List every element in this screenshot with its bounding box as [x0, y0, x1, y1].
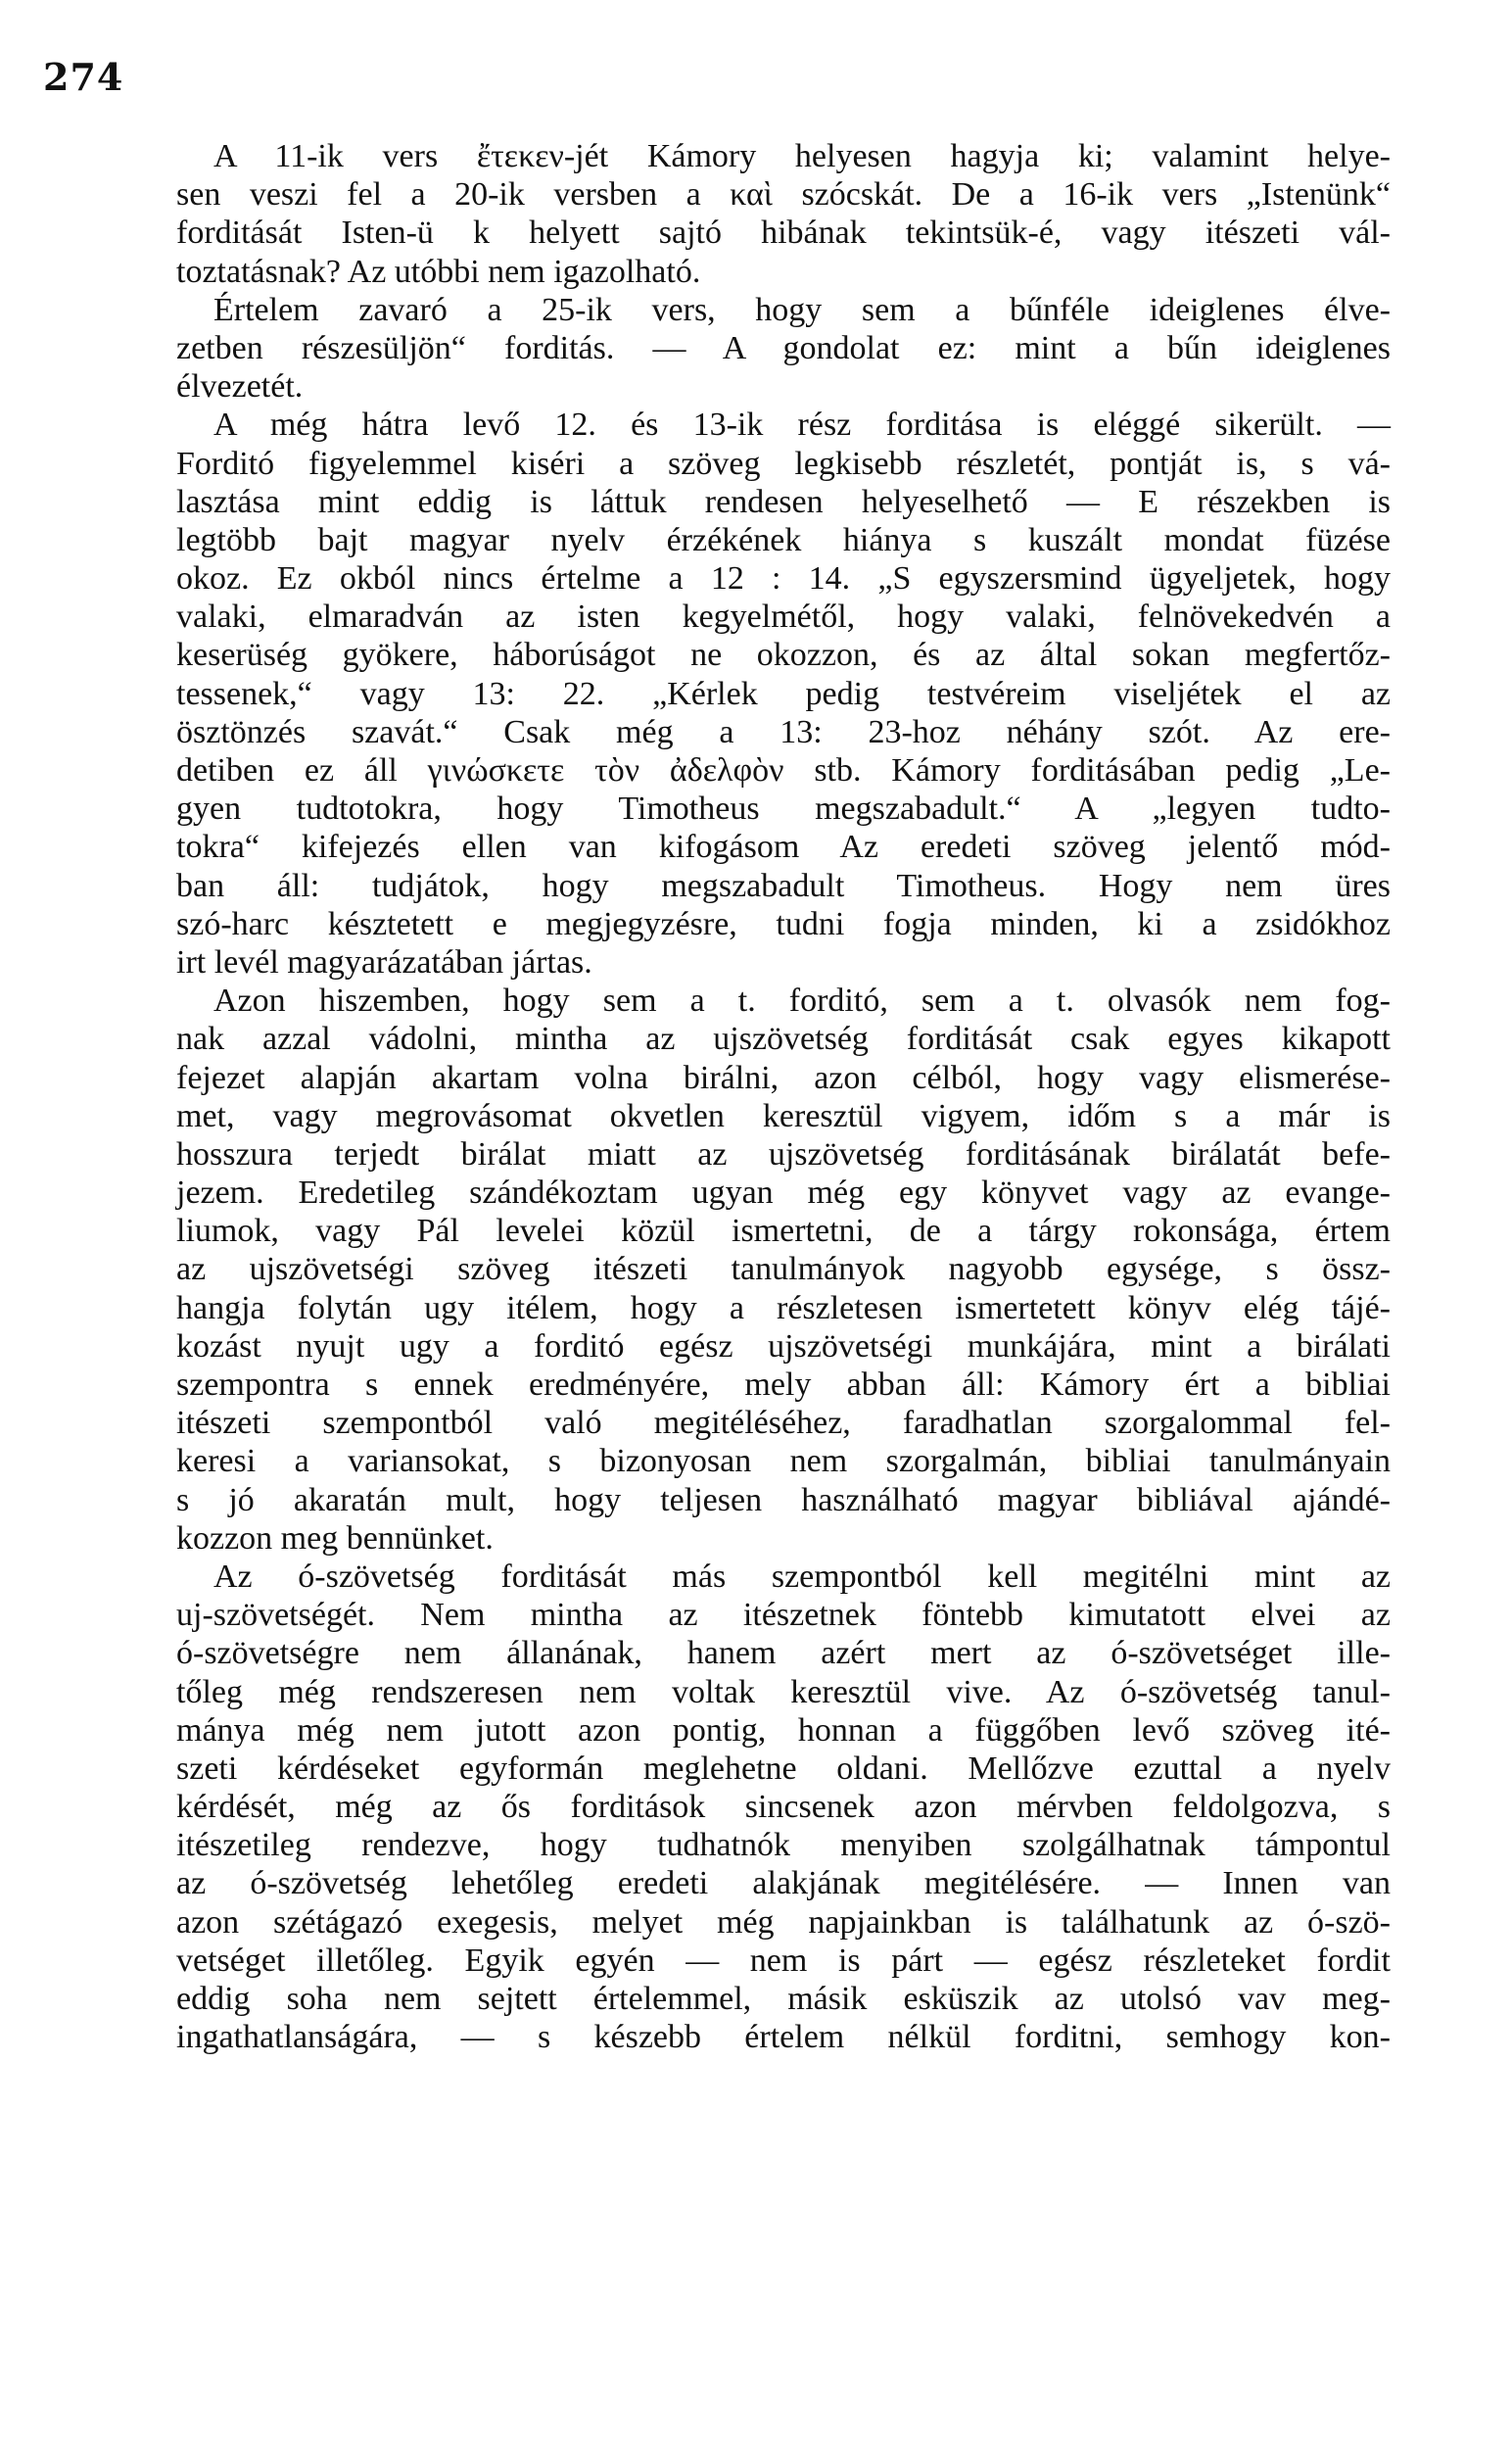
text-line: met, vagy megrovásomat okvetlen keresztül vigyem, időm s a már is — [176, 1097, 1391, 1134]
text-line: jezem. Eredetileg szándékoztam ugyan még egy könyvet vagy az evange- — [176, 1175, 1391, 1212]
text-line: kozzon meg bennünket. — [176, 1519, 494, 1557]
text-line: gyen tudtotokra, hogy Timotheus megszabadult.“ A „legyen tudto- — [176, 791, 1391, 828]
text-line: liumok, vagy Pál levelei közül ismertetni, de a tárgy rokonsága, értem — [176, 1213, 1391, 1250]
text-line: kozást nyujt ugy a forditó egész ujszövetségi munkájára, mint a birálati — [176, 1327, 1391, 1365]
text-line: eddig soha nem sejtett értelemmel, másik esküszik az utolsó vav meg- — [176, 1981, 1391, 2017]
text-line: okoz. Ez okból nincs értelme a 12 : 14. „S egyszersmind ügyeljetek, hogy — [176, 560, 1391, 598]
text-line: nak azzal vádolni, mintha az ujszövetség forditását csak egyes kikapott — [176, 1021, 1391, 1058]
text-line: sen veszi fel a 20-ik versben a καὶ szócskát. De a 16-ik vers „Istenünk“ — [176, 176, 1391, 214]
text-line: zetben részesüljön“ forditás. — A gondolat ez: mint a bűn ideiglenes — [176, 329, 1391, 366]
text-line: irt levél magyarázatában jártas. — [176, 943, 592, 981]
text-line: hangja folytán ugy itélem, hogy a részletesen ismertetett könyv elég tájé- — [176, 1289, 1391, 1326]
text-line: tokra“ kifejezés ellen van kifogásom Az eredeti szöveg jelentő mód- — [176, 829, 1391, 866]
text-line: legtöbb bajt magyar nyelv érzékének hiánya s kuszált mondat füzése — [176, 521, 1391, 558]
text-line: vetséget illetőleg. Egyik egyén — nem is párt — egész részleteket fordit — [176, 1942, 1391, 1979]
text-line: fejezet alapján akartam volna birálni, azon célból, hogy vagy elismerése- — [176, 1059, 1391, 1096]
text-line: kérdését, még az ős forditások sincsenek azon mérvben feldolgozva, s — [176, 1789, 1391, 1826]
text-line: ösztönzés szavát.“ Csak még a 13: 23-hoz néhány szót. Az ere- — [176, 713, 1391, 750]
text-line: forditását Isten-ü k helyett sajtó hibának tekintsük-é, vagy itészeti vál- — [176, 215, 1391, 252]
text-line: szempontra s ennek eredményére, mely abban áll: Kámory ért a bibliai — [176, 1367, 1391, 1403]
text-line: keserüség gyökere, háborúságot ne okozzon, és az által sokan megfertőz- — [176, 637, 1391, 674]
page-number: 274 — [43, 55, 124, 99]
text-line: Azon hiszemben, hogy sem a t. forditó, sem a t. olvasók nem fog- — [213, 983, 1391, 1020]
text-line: keresi a variansokat, s bizonyosan nem szorgalmán, bibliai tanulmányain — [176, 1443, 1391, 1480]
text-line: ban áll: tudjátok, hogy megszabadult Timotheus. Hogy nem üres — [176, 867, 1391, 904]
text-line: tessenek,“ vagy 13: 22. „Kérlek pedig testvéreim viseljétek el az — [176, 675, 1391, 712]
text-line: ingathatlanságára, — s készebb értelem nélkül forditni, semhogy kon- — [176, 2019, 1391, 2056]
text-line: uj-szövetségét. Nem mintha az itészetnek föntebb kimutatott elvei az — [176, 1597, 1391, 1634]
text-line: ó-szövetségre nem állanának, hanem azért mert az ó-szövetséget ille- — [176, 1635, 1391, 1672]
text-line: élvezetét. — [176, 368, 304, 406]
text-line: szeti kérdéseket egyformán meglehetne oldani. Mellőzve ezuttal a nyelv — [176, 1750, 1391, 1787]
text-line: Az ó-szövetség forditását más szempontból kell megitélni mint az — [213, 1558, 1391, 1595]
text-line: mánya még nem jutott azon pontig, honnan a függőben levő szöveg ité- — [176, 1711, 1391, 1749]
text-line: Forditó figyelemmel kiséri a szöveg legkisebb részletét, pontját is, s vá- — [176, 445, 1391, 482]
text-line: Értelem zavaró a 25-ik vers, hogy sem a bűnféle ideiglenes élve- — [213, 291, 1391, 328]
text-line: tőleg még rendszeresen nem voltak keresztül vive. Az ó-szövetség tanul- — [176, 1673, 1391, 1710]
text-line: s jó akaratán mult, hogy teljesen használható magyar bibliával ajándé- — [176, 1481, 1391, 1518]
text-line: valaki, elmaradván az isten kegyelmétől, hogy valaki, felnövekedvén a — [176, 599, 1391, 636]
text-line: itészetileg rendezve, hogy tudhatnók menyiben szolgálhatnak támpontul — [176, 1827, 1391, 1864]
text-line: szó-harc késztetett e megjegyzésre, tudni fogja minden, ki a zsidókhoz — [176, 905, 1391, 942]
text-line: lasztása mint eddig is láttuk rendesen helyeselhető — E részekben is — [176, 483, 1391, 520]
text-line: toztatásnak? Az utóbbi nem igazolható. — [176, 253, 701, 290]
body-text — [176, 137, 1391, 2056]
text-line: hosszura terjedt birálat miatt az ujszövetség forditásának birálatát befe- — [176, 1135, 1391, 1173]
text-line: detiben ez áll γινώσκετε τὸν ἀδελφὸν stb. Kámory forditásában pedig „Le- — [176, 752, 1391, 789]
text-line: azon szétágazó exegesis, melyet még napjainkban is találhatunk az ó-szö- — [176, 1903, 1391, 1941]
text-line: az ujszövetségi szöveg itészeti tanulmányok nagyobb egysége, s össz- — [176, 1251, 1391, 1288]
text-line: itészeti szempontból való megitéléséhez, faradhatlan szorgalommal fel- — [176, 1405, 1391, 1442]
text-line: A 11-ik vers ἔτεκεν-jét Kámory helyesen hagyja ki; valamint helye- — [213, 138, 1391, 174]
text-line: A még hátra levő 12. és 13-ik rész forditása is eléggé sikerült. — — [213, 407, 1391, 444]
text-line: az ó-szövetség lehetőleg eredeti alakjának megitélésére. — Innen van — [176, 1865, 1391, 1902]
